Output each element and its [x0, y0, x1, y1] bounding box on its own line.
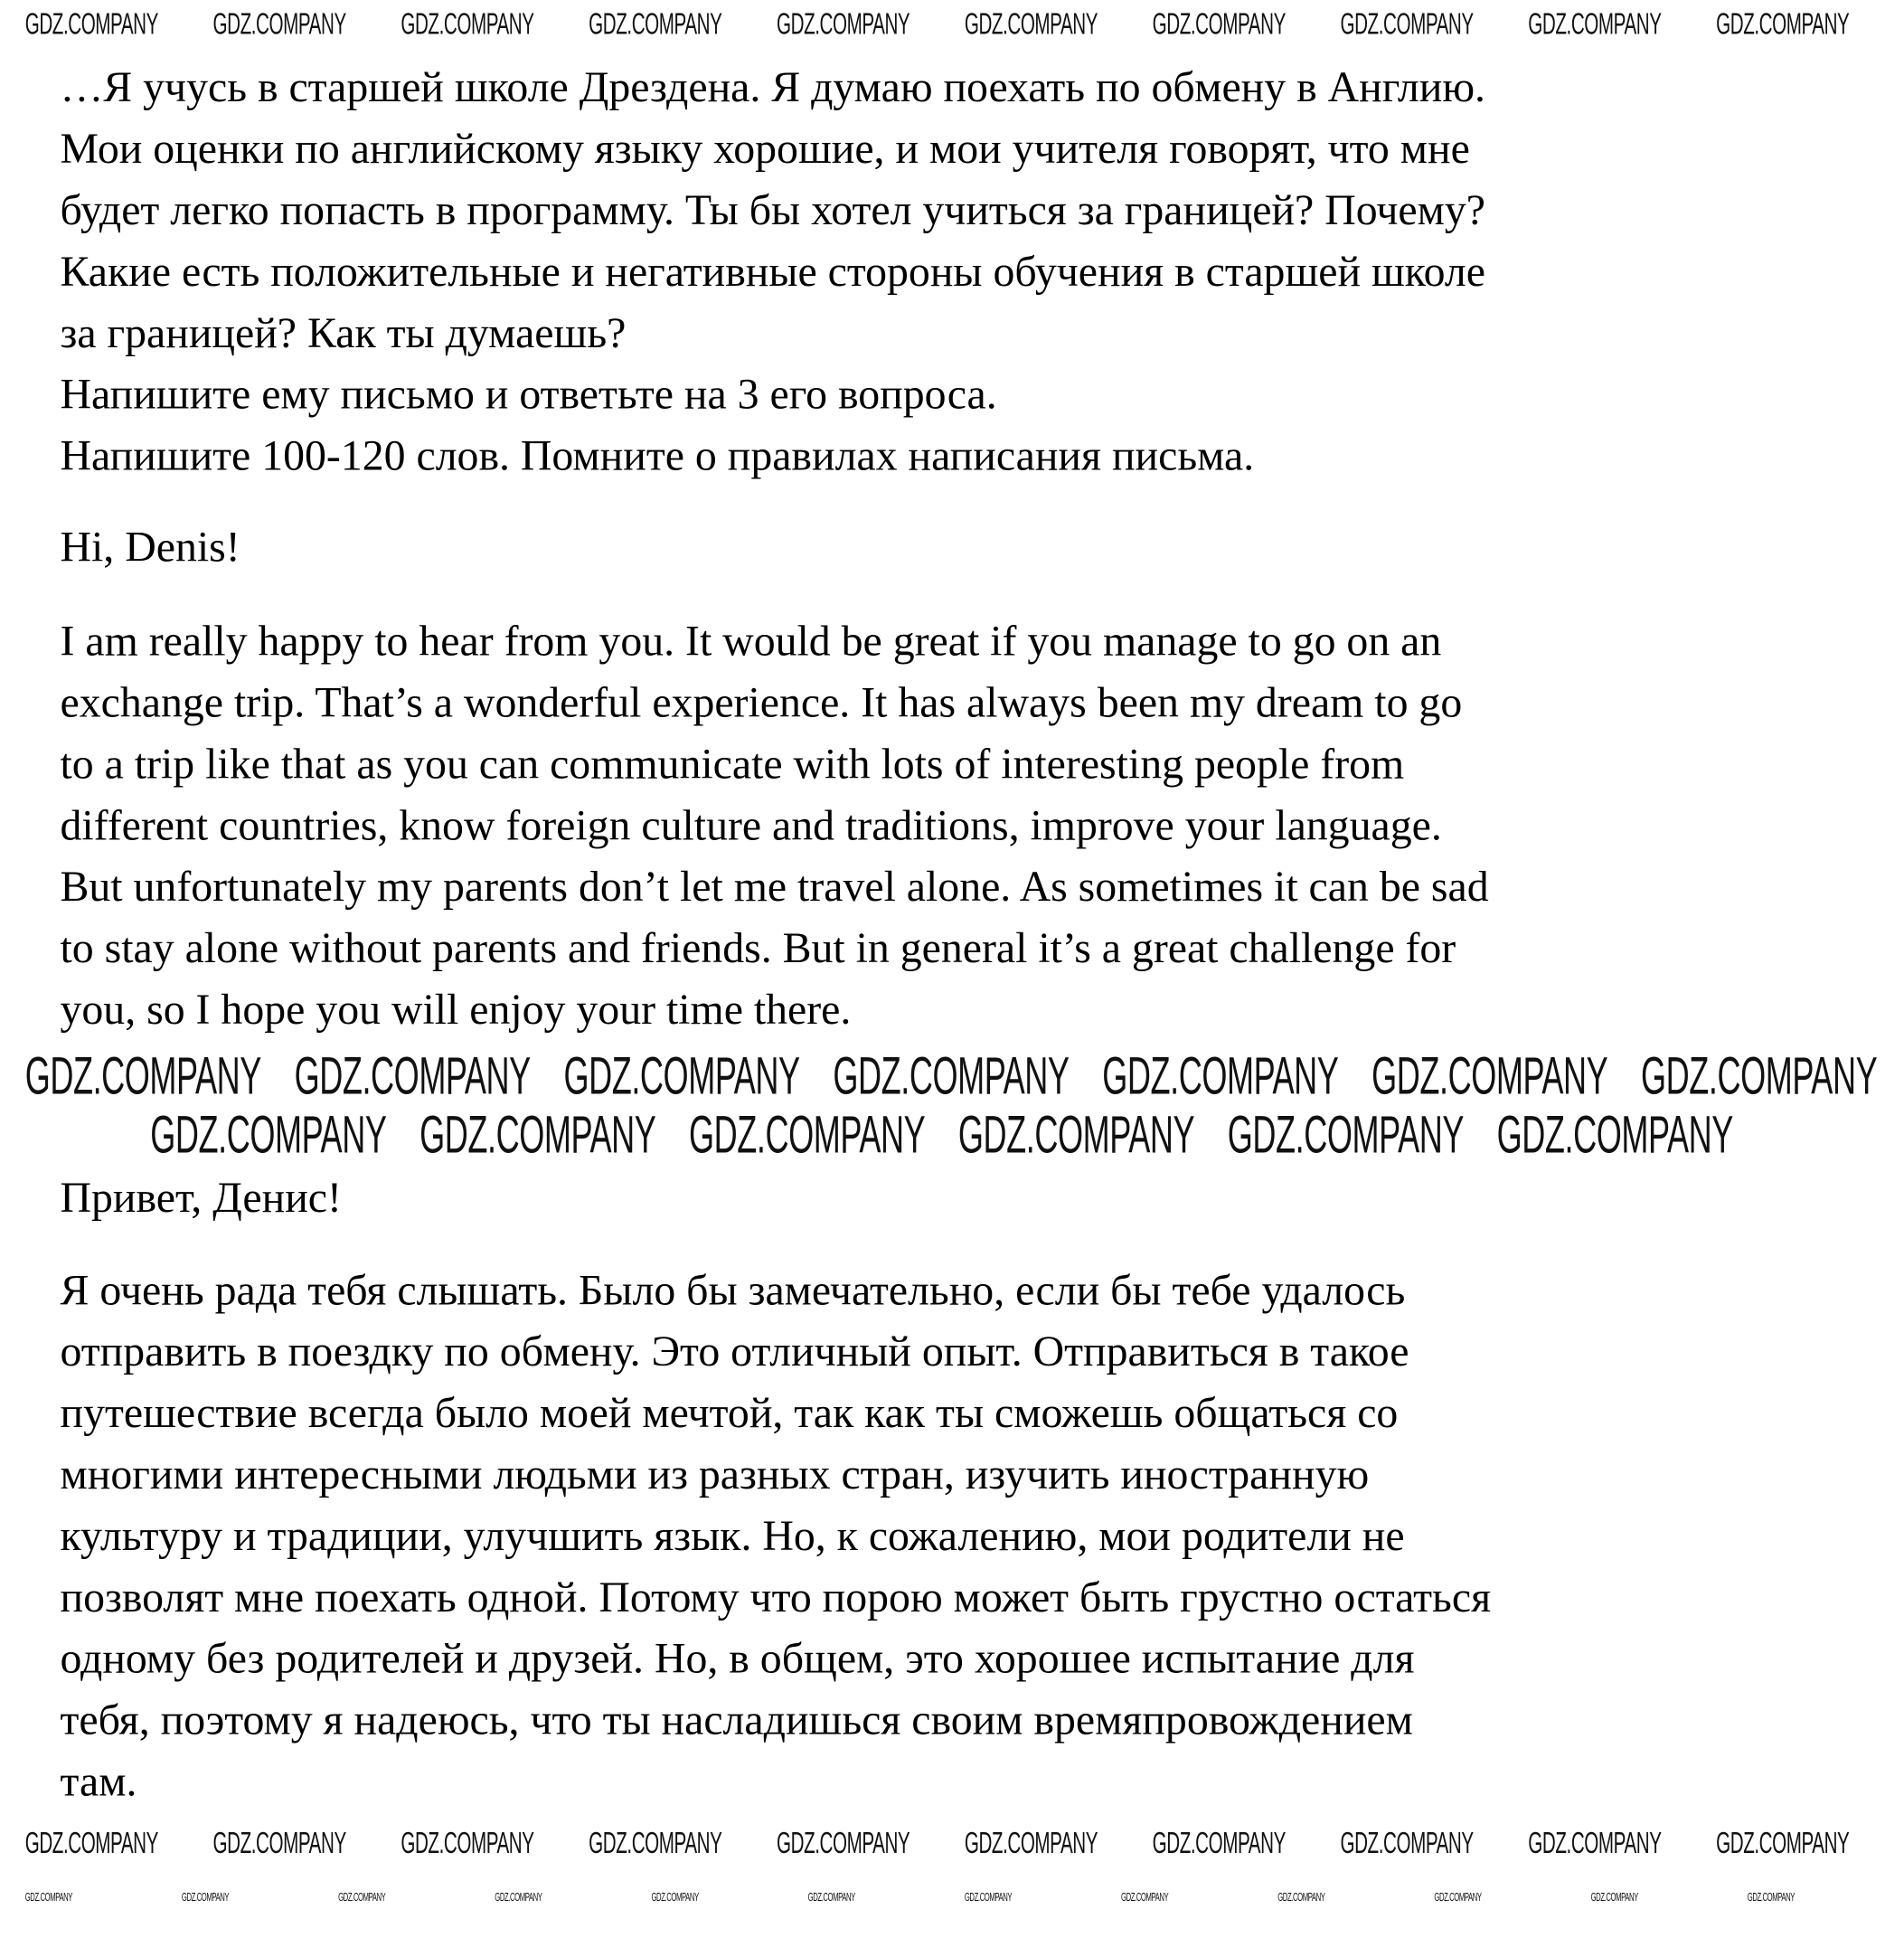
russian-greeting: Привет, Денис! — [60, 1174, 342, 1222]
watermark: GDZ.COMPANY — [1528, 7, 1662, 42]
watermark: GDZ.COMPANY — [294, 1045, 531, 1106]
watermark: GDZ.COMPANY — [1152, 1827, 1286, 1861]
watermark: GDZ.COMPANY — [401, 7, 534, 42]
watermark: GDZ.COMPANY — [964, 1827, 1098, 1861]
text-line: тебя, поэтому я надеюсь, что ты насладишься своим времяпровождением — [60, 1696, 1413, 1744]
watermark: GDZ.COMPANY — [777, 7, 910, 42]
watermark: GDZ.COMPANY — [1716, 1827, 1850, 1861]
watermark: GDZ.COMPANY — [1716, 7, 1850, 42]
watermark: GDZ.COMPANY — [1528, 1827, 1662, 1861]
watermark: GDZ.COMPANY — [1340, 7, 1474, 42]
watermark: GDZ.COMPANY — [1340, 1827, 1474, 1861]
watermark: GDZ.COMPANY — [419, 1105, 656, 1165]
watermark: GDZ.COMPANY — [1277, 1890, 1325, 1904]
text-line: одному без родителей и друзей. Но, в общем, это хорошее испытание для — [60, 1635, 1415, 1683]
text-line: to a trip like that as you can communicate with lots of interesting people from — [60, 740, 1405, 789]
text-line: Какие есть положительные и негативные стороны обучения в старшей школе — [60, 248, 1485, 296]
watermark: GDZ.COMPANY — [1590, 1890, 1638, 1904]
text-line: Мои оценки по английскому языку хорошие, и мои учителя говорят, что мне — [60, 125, 1470, 174]
watermark: GDZ.COMPANY — [1152, 7, 1286, 42]
watermark: GDZ.COMPANY — [212, 1827, 346, 1861]
watermark: GDZ.COMPANY — [1227, 1105, 1464, 1165]
watermark: GDZ.COMPANY — [1641, 1045, 1878, 1106]
watermark: GDZ.COMPANY — [651, 1890, 699, 1904]
english-letter-body — [61, 611, 1489, 1041]
watermark: GDZ.COMPANY — [1434, 1890, 1482, 1904]
text-line: to stay alone without parents and friends. But in general it’s a great challenge for — [60, 924, 1456, 973]
watermark: GDZ.COMPANY — [589, 7, 722, 42]
text-line: за границей? Как ты думаешь? — [60, 309, 627, 357]
text-line: Напишите ему письмо и ответьте на 3 его вопроса. — [60, 371, 997, 419]
watermark: GDZ.COMPANY — [401, 1827, 534, 1861]
english-greeting: Hi, Denis! — [60, 524, 240, 572]
text-line: Я очень рада тебя слышать. Было бы замечательно, если бы тебе удалось — [60, 1266, 1406, 1315]
text-line: культуру и традиции, улучшить язык. Но, к сожалению, мои родители не — [60, 1512, 1405, 1560]
text-line: I am really happy to hear from you. It would be great if you manage to go on an — [60, 618, 1442, 666]
watermark: GDZ.COMPANY — [1121, 1890, 1169, 1904]
watermark: GDZ.COMPANY — [1102, 1045, 1339, 1106]
watermark: GDZ.COMPANY — [563, 1045, 800, 1106]
watermark: GDZ.COMPANY — [338, 1890, 386, 1904]
watermark: GDZ.COMPANY — [24, 1827, 158, 1861]
text-line: …Я учусь в старшей школе Дрездена. Я думаю поехать по обмену в Англию. — [60, 63, 1485, 112]
watermark: GDZ.COMPANY — [777, 1827, 910, 1861]
watermark: GDZ.COMPANY — [24, 1890, 72, 1904]
text-line: exchange trip. That’s a wonderful experience. It has always been my dream to go — [60, 678, 1463, 727]
text-line: different countries, know foreign culture and traditions, improve your language. — [60, 801, 1442, 850]
watermark: GDZ.COMPANY — [24, 1045, 261, 1106]
text-line: позволят мне поехать одной. Потому что порою может быть грустно остаться — [60, 1574, 1492, 1621]
watermark: GDZ.COMPANY — [1747, 1890, 1796, 1904]
watermark: GDZ.COMPANY — [833, 1045, 1070, 1106]
text-line: отправить в поездку по обмену. Это отличный опыт. Отправиться в такое — [60, 1328, 1409, 1376]
watermark: GDZ.COMPANY — [964, 7, 1098, 42]
watermark: GDZ.COMPANY — [1371, 1045, 1608, 1106]
russian-letter-body — [61, 1261, 1492, 1813]
watermark: GDZ.COMPANY — [807, 1890, 855, 1904]
text-line: you, so I hope you will enjoy your time there. — [60, 986, 852, 1035]
watermark: GDZ.COMPANY — [495, 1890, 542, 1904]
watermark: GDZ.COMPANY — [150, 1105, 387, 1165]
text-line: там. — [60, 1757, 137, 1806]
text-line: But unfortunately my parents don’t let me travel alone. As sometimes it can be sad — [60, 863, 1489, 912]
text-line: многими интересными людьми из разных стран, изучить иностранную — [60, 1451, 1370, 1499]
watermark: GDZ.COMPANY — [24, 7, 158, 42]
watermark: GDZ.COMPANY — [689, 1105, 926, 1165]
watermark: GDZ.COMPANY — [964, 1890, 1013, 1904]
task-text — [61, 58, 1486, 487]
text-line: будет легко попасть в программу. Ты бы хотел учиться за границей? Почему? — [60, 186, 1486, 235]
text-line: Напишите 100-120 слов. Помните о правилах написания письма. — [60, 431, 1255, 480]
watermark: GDZ.COMPANY — [181, 1890, 230, 1904]
watermark: GDZ.COMPANY — [589, 1827, 722, 1861]
watermark: GDZ.COMPANY — [957, 1105, 1195, 1165]
text-line: путешествие всегда было моей мечтой, так как ты сможешь общаться со — [60, 1389, 1399, 1438]
watermark: GDZ.COMPANY — [212, 7, 346, 42]
watermark: GDZ.COMPANY — [1496, 1105, 1733, 1165]
